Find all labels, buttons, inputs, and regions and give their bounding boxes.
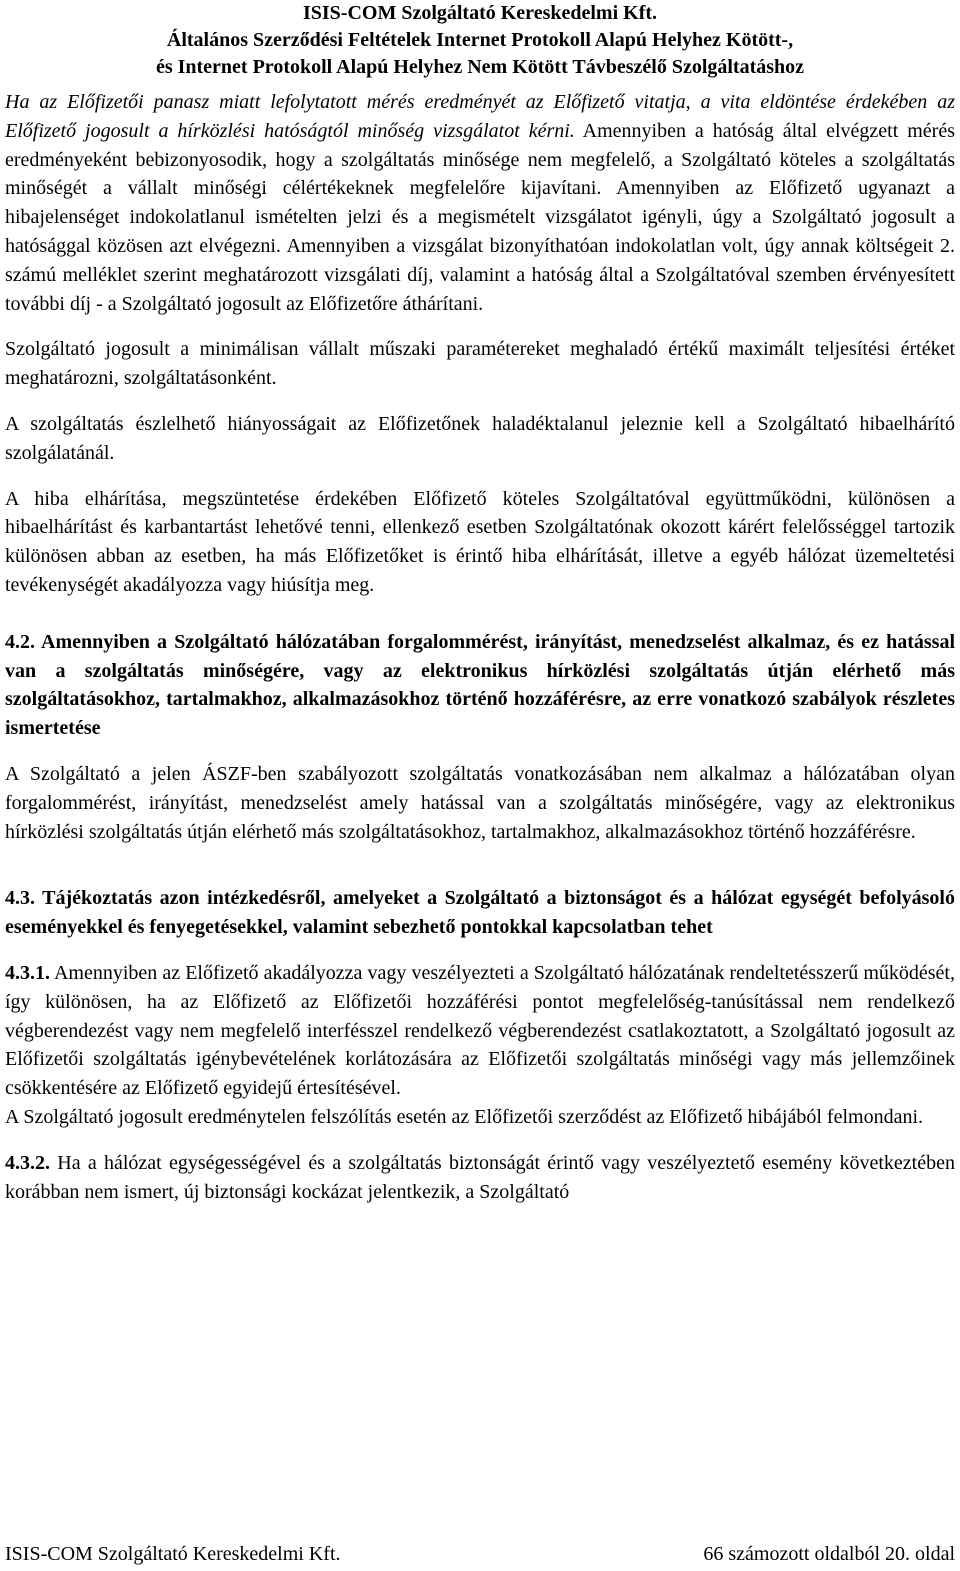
paragraph-defect-report: A szolgáltatás észlelhető hiányosságait az Előfizetőnek haladéktalanul jeleznie kell a Szolgáltató hibaelhárító szolgálatánál. — [5, 412, 955, 464]
header-company: ISIS-COM Szolgáltató Kereskedelmi Kft. — [302, 2, 658, 24]
document-body — [5, 88, 955, 1206]
paragraph-termination: A Szolgáltató jogosult eredménytelen felszólítás esetén az Előfizetői szerződést az Előfizető hibájából felmondani. — [5, 1105, 924, 1128]
footer-page-number: 66 számozott oldalból 20. oldal — [703, 1543, 955, 1565]
paragraph-4-3-1 — [5, 959, 955, 1103]
paragraph-text: Ha a hálózat egységességével és a szolgáltatás biztonságát érintő vagy veszélyeztető esemény következtében korábban nem ismert, új biztonsági kockázat jelentkezik, a Szolgáltató — [5, 1151, 955, 1203]
italic-sentence: Ha az Előfizetői panasz miatt lefolytatott mérés eredményét az Előfizető vitatja, a vita eldöntése érdekében az Előfizető jogosult a hírközlési hatóságtól minőség vizsgálatot kérni. — [5, 91, 955, 142]
paragraph-max-performance: Szolgáltató jogosult a minimálisan vállalt műszaki paramétereket meghaladó értékű maximált teljesítési értéket meghatározni, szolgáltatásonként. — [5, 338, 955, 390]
paragraph-text: Amennyiben az Előfizető akadályozza vagy veszélyezteti a Szolgáltató hálózatának rendeltetésszerű működését, így különösen, ha az Előfizető az Előfizetői hozzáférési pontot megfelelőség-tanúsítással nem rendelkező végberendezést vagy nem megfelelő interfésszel rendelkező végberendezést csatlakoztatott, a Szolgáltató jogosult az Előfizetői szolgáltatás igénybevételének korlátozására az Előfizetői szolgáltatás minőségi vagy más jellemzőinek csökkentésére az Előfizető egyidejű értesítésével. — [5, 961, 955, 1100]
section-number: 4.2. — [5, 630, 35, 653]
paragraph-number: 4.3.1. — [5, 961, 50, 984]
section-title: Amennyiben a Szolgáltató hálózatában forgalommérést, irányítást, menedzselést alkalmaz, és ez hatással van a szolgáltatás minőségére, vagy az elektronikus hírközlési szolgáltatás útján elérhető más szolgáltatásokhoz, tartalmakhoz, alkalmazásokhoz történő hozzáférésre, az erre vonatkozó szabályok részletes ismertetése — [5, 630, 955, 740]
paragraph-complaint-measurement — [5, 88, 955, 318]
section-number: 4.3. — [5, 887, 35, 910]
section-heading-4-2 — [5, 628, 955, 743]
header-title-line1: Általános Szerződési Feltételek Internet Protokoll Alapú Helyhez Kötött-, — [166, 29, 794, 51]
paragraph-4-3-2 — [5, 1149, 955, 1207]
paragraph-number: 4.3.2. — [5, 1151, 50, 1174]
section-title: Tájékoztatás azon intézkedésről, amelyeket a Szolgáltató a biztonságot és a hálózat egységét befolyásoló eseményekkel és fenyegetésekkel, valamint sebezhető pontokkal kapcsolatban tehet — [5, 887, 955, 939]
document-footer — [5, 1540, 955, 1568]
footer-company: ISIS-COM Szolgáltató Kereskedelmi Kft. — [5, 1543, 341, 1565]
paragraph-traffic-management: A Szolgáltató a jelen ÁSZF-ben szabályozott szolgáltatás vonatkozásában nem alkalmaz a hálózatában olyan forgalommérést, irányítást, menedzselést amely hatással van a szolgáltatás minőségére, vagy az elektronikus hírközlési szolgáltatás útján elérhető más szolgáltatásokhoz, tartalmakhoz, alkalmazásokhoz történő hozzáférésre. — [5, 762, 955, 843]
section-heading-4-3 — [5, 884, 955, 942]
paragraph-cooperation: A hiba elhárítása, megszüntetése érdekében Előfizető köteles Szolgáltatóval együttműködni, különösen a hibaelhárítást és karbantartást lehetővé tenni, ellenkező esetben Szolgáltatónak okozott kárért felelősséggel tartozik különösen abban az esetben, ha más Előfizetőket is érintő hiba elhárítását, illetve a egyéb hálózat üzemeltetési tevékenységét akadályozza vagy hiúsítja meg. — [5, 487, 955, 596]
document-header — [0, 0, 960, 81]
header-title-line2: és Internet Protokoll Alapú Helyhez Nem Kötött Távbeszélő Szolgáltatáshoz — [155, 56, 805, 78]
paragraph-text: Amennyiben a hatóság által elvégzett mérés eredményeként bebizonyosodik, hogy a szolgáltatás minősége nem megfelelő, a Szolgáltató köteles a szolgáltatás minőségét a vállalt minőségi célértékeknek megfelelőre kijavítani. Amennyiben az Előfizető ugyanazt a hibajelenséget indokolatlanul ismételten jelzi és a megismételt vizsgálatot igényli, úgy a Szolgáltató jogosult a hatósággal közösen azt elvégezni. Amennyiben a vizsgálat bizonyíthatóan indokolatlan volt, úgy annak költségeit 2. számú melléklet szerint meghatározott vizsgálati díj, valamint a hatóság által a Szolgáltatóval szemben érvényesített további díj - a Szolgáltató jogosult az Előfizetőre áthárítani. — [5, 119, 955, 315]
